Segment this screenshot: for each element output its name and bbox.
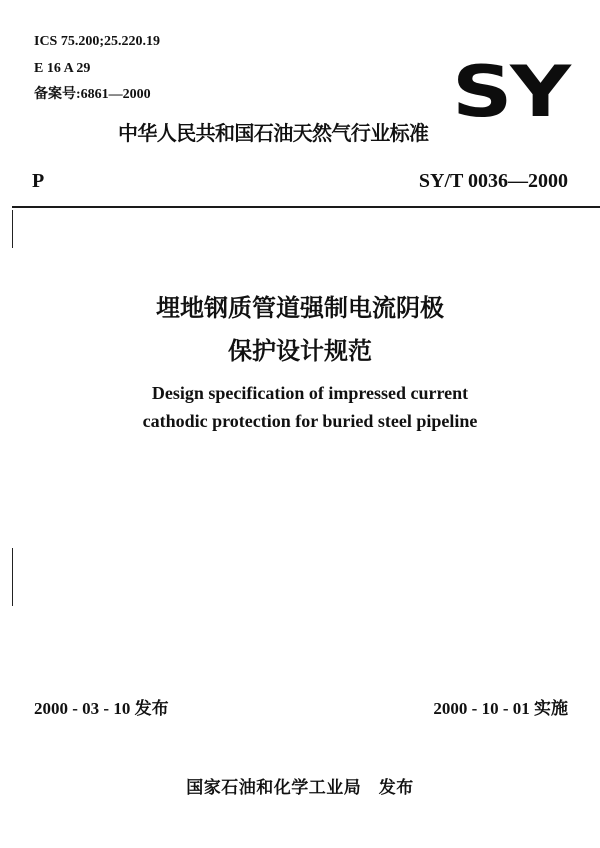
standard-code: SY/T 0036—2000 <box>418 170 568 192</box>
header-divider <box>12 206 600 208</box>
title-english-line-2: cathodic protection for buried steel pipeline <box>142 411 478 431</box>
classification-code: E 16 A 29 <box>34 61 91 76</box>
record-number: 备案号:6861—2000 <box>34 87 151 102</box>
issue-date: 2000 - 03 - 10 发布 <box>34 699 169 718</box>
sy-logo: SY <box>452 51 569 133</box>
standard-category: P <box>32 170 45 192</box>
implementation-date: 2000 - 10 - 01 实施 <box>433 699 568 718</box>
title-chinese-line-2: 保护设计规范 <box>228 337 372 365</box>
title-chinese-line-1: 埋地钢质管道强制电流阴极 <box>156 294 444 322</box>
binding-mark-bottom <box>12 548 13 606</box>
standard-organization: 中华人民共和国石油天然气行业标准 <box>118 121 429 145</box>
title-english-line-1: Design specification of impressed current <box>151 383 469 403</box>
ics-code: ICS 75.200;25.220.19 <box>34 34 161 49</box>
publisher: 国家石油和化学工业局 发布 <box>186 778 414 798</box>
binding-mark-top <box>12 210 13 248</box>
